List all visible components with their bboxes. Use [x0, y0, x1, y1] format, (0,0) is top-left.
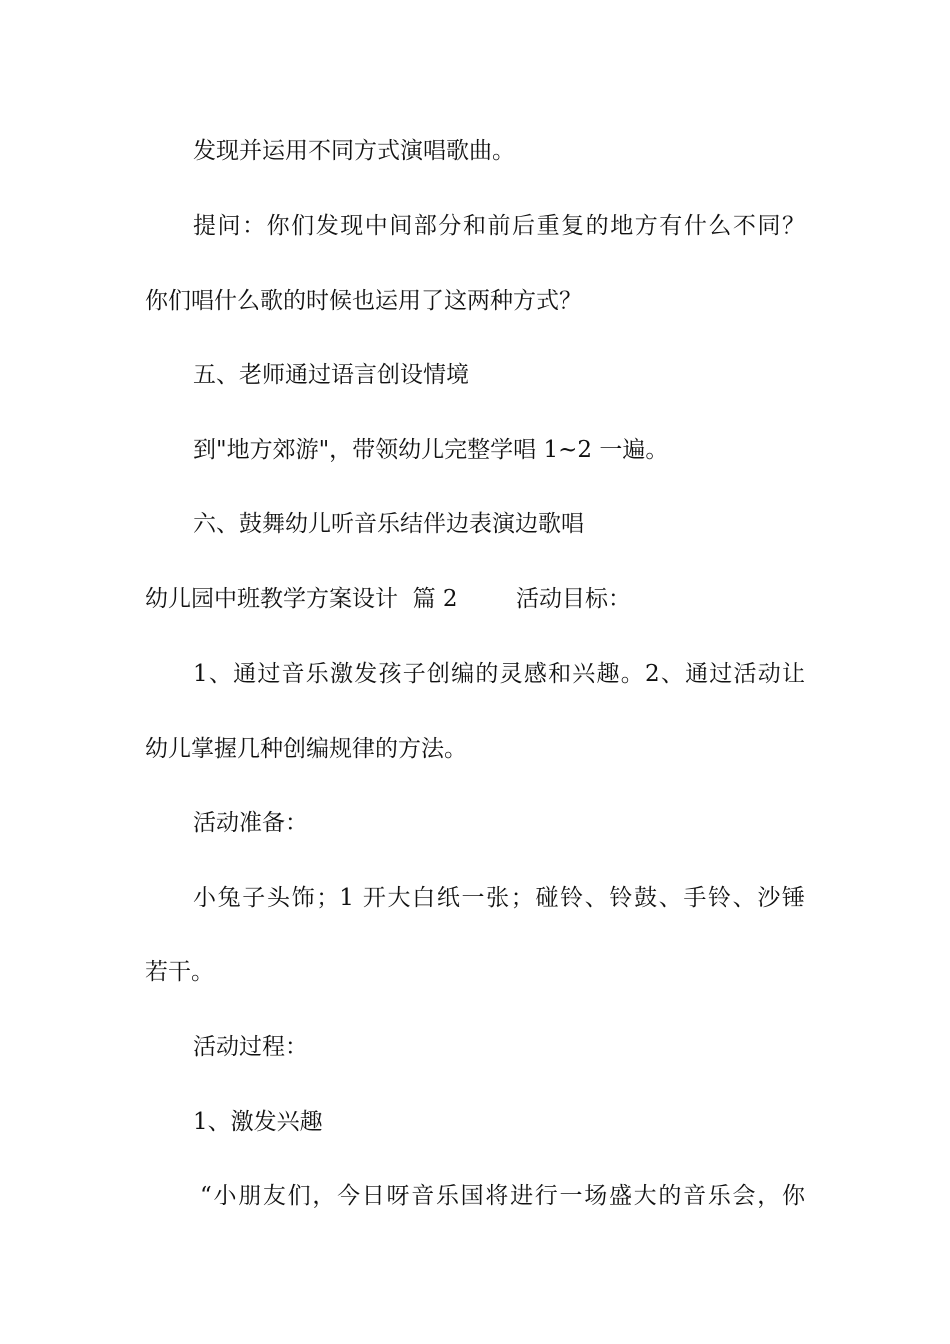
text-line: 你们唱什么歌的时候也运用了这两种方式？ [145, 288, 582, 314]
text-line: 1、通过音乐激发孩子创编的灵感和兴趣。2、通过活动让 [193, 661, 805, 687]
text-line: 提问：你们发现中间部分和前后重复的地方有什么不同？ [193, 213, 805, 239]
text-line: “小朋友们，今日呀音乐国将进行一场盛大的音乐会，你 [200, 1183, 805, 1209]
text-line: 小兔子头饰；1 开大白纸一张；碰铃、铃鼓、手铃、沙锤 [193, 885, 805, 911]
text-line: 发现并运用不同方式演唱歌曲。 [193, 138, 515, 164]
section-heading: 1、激发兴趣 [193, 1109, 323, 1135]
section-heading: 活动过程： [193, 1034, 308, 1060]
section-heading: 六、鼓舞幼儿听音乐结伴边表演边歌唱 [193, 511, 584, 537]
plan-title-line: 幼儿园中班教学方案设计 篇 2 活动目标： [145, 586, 632, 612]
text-line: 幼儿掌握几种创编规律的方法。 [145, 736, 467, 762]
text-line: 若干。 [145, 959, 214, 985]
text-line: 到"地方郊游"，带领幼儿完整学唱 1~2 一遍。 [193, 437, 669, 463]
section-heading: 活动准备： [193, 810, 308, 836]
section-heading: 五、老师通过语言创设情境 [193, 362, 469, 388]
